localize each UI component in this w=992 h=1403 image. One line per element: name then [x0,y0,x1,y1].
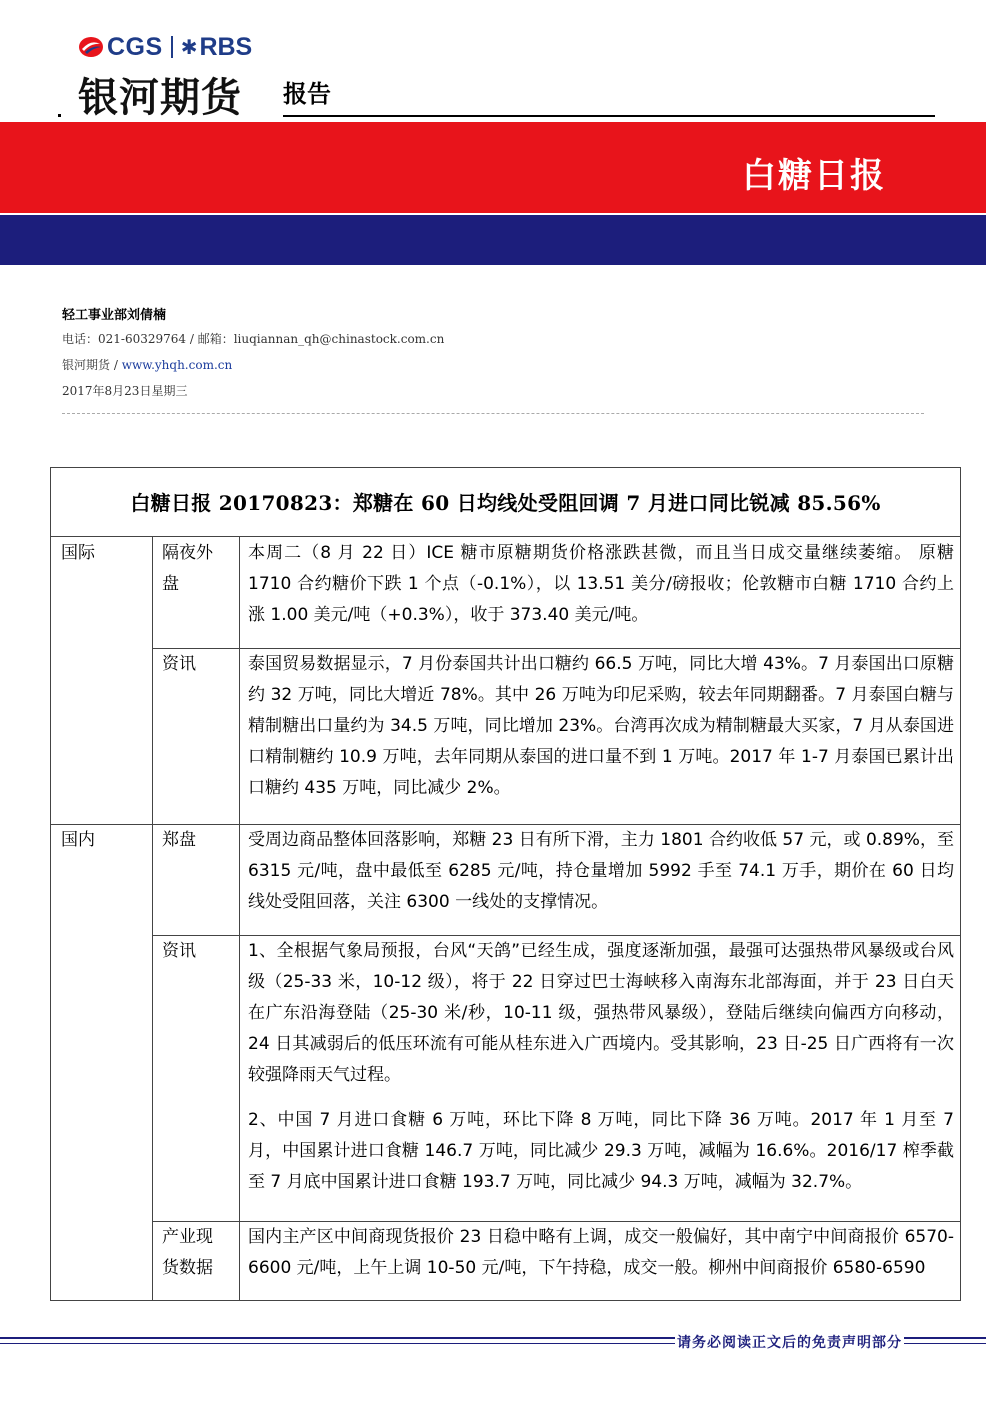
paragraph: 国内主产区中间商现货报价 23 日稳中略有上调，成交一般偏好，其中南宁中间商报价 6570-6600 元/吨，上午上调 10-50 元/吨，下午持稳，成交一般。柳州中间商报价 6580-6590 [248,1227,954,1278]
column-divider [239,537,240,1301]
cgs-swirl-icon [78,35,104,59]
cell-news-intl [248,649,954,804]
cell-overnight [248,538,954,631]
paragraph: 2、中国 7 月进口食糖 6 万吨，环比下降 8 万吨，同比下降 36 万吨。2017 年 1 月至 7 月，中国累计进口食糖 146.7 万吨，同比减少 29.3 万吨，减幅为 16.6%。2016/17 榨季截至 7 月底中国累计进口食糖 193.7 万吨，同比减少 94.3 万吨，减幅为 32.7%。 [248,1110,954,1192]
report-title: 白糖日报 20170823：郑糖在 60 日均线处受阻回调 7 月进口同比锐减 85.56% [51,468,960,537]
cgs-rbs-logo [78,32,252,62]
cell-spot-data [248,1222,954,1284]
document-type: 报告 [283,80,331,108]
paragraph: 受周边商品整体回落影响，郑糖 23 日有所下滑，主力 1801 合约收低 57 元，或 0.89%，至 6315 元/吨，盘中最低至 6285 元/吨，持仓量增加 5992 手至 74.1 万手，期价在 60 日均线处受阻回落，关注 6300 一线处的支撑情况。 [248,830,954,912]
section-domestic: 国内 [61,830,95,850]
rbs-mark-icon: ✱ [180,35,198,59]
blue-band [0,215,986,265]
paragraph: 1、全根据气象局预报，台风“天鸽”已经生成，强度逐渐加强，最强可达强热带风暴级或台风级（25-33 米，10-12 级），将于 22 日穿过巴士海峡移入南海东北部海面，并于 23 日白天在广东沿海登陆（25-30 米/秒，10-11 级，强热带风暴级），登陆后继续向偏西方向移动，24 日其减弱后的低压环流有可能从桂东进入广西境内。受其影响，23 日-25 日广西将有一次较强降雨天气过程。 [248,941,954,1085]
brand-name: 银河期货 [78,75,242,121]
section-international: 国际 [61,543,95,563]
dashed-divider [62,413,924,414]
row-label-overnight: 隔夜外盘 [162,543,213,594]
disclaimer-note: 请务必阅读正文后的免责声明部分 [675,1332,904,1352]
paragraph: 本周二（8 月 22 日）ICE 糖市原糖期货价格涨跌甚微，而且当日成交量继续萎缩。 原糖 1710 合约糖价下跌 1 个点（-0.1%），以 13.51 美分/磅报收；伦敦糖市白糖 1710 合约上涨 1.00 美元/吨（+0.3%），收于 373.40 美元/吨。 [248,543,954,625]
logo-separator [171,36,173,58]
author: 轻工事业部刘倩楠 [62,308,167,323]
title-banner [0,122,986,213]
logo-rbs-text: RBS [199,32,253,61]
cell-zhengzhou [248,825,954,918]
website-link[interactable]: www.yhqh.com.cn [121,358,233,372]
logo-cgs-text: CGS [107,32,163,61]
paragraph: 泰国贸易数据显示，7 月份泰国共计出口糖约 66.5 万吨，同比大增 43%。7 月泰国出口原糖约 32 万吨，同比大增近 78%。其中 26 万吨为印尼采购，较去年同期翻番。7 月泰国白糖与精制糖出口量约为 34.5 万吨，同比增加 23%。台湾再次成为精制糖最大买家，7 月从泰国进口精制糖约 10.9 万吨，去年同期从泰国的进口量不到 1 万吨。2017 年 1-7 月泰国已累计出口糖约 435 万吨，同比减少 2%。 [248,654,954,798]
contact-info: 电话：021-60329764 / 邮箱：liuqiannan_qh@chinastock.com.cn [62,332,445,346]
banner-title: 白糖日报 [742,156,886,196]
report-date: 2017年8月23日星期三 [62,384,188,398]
row-label-zhengzhou: 郑盘 [162,830,196,850]
website-prefix: 银河期货 / [62,358,122,372]
cell-news-domestic [248,936,954,1198]
report-table [50,467,961,1301]
row-label-news-domestic: 资讯 [162,941,196,961]
row-label-spot-data: 产业现货数据 [162,1227,213,1278]
website-line [62,356,232,373]
header-rule [283,115,935,117]
column-divider [152,537,153,1301]
header-dot [58,114,61,117]
row-label-news-intl: 资讯 [162,654,196,674]
